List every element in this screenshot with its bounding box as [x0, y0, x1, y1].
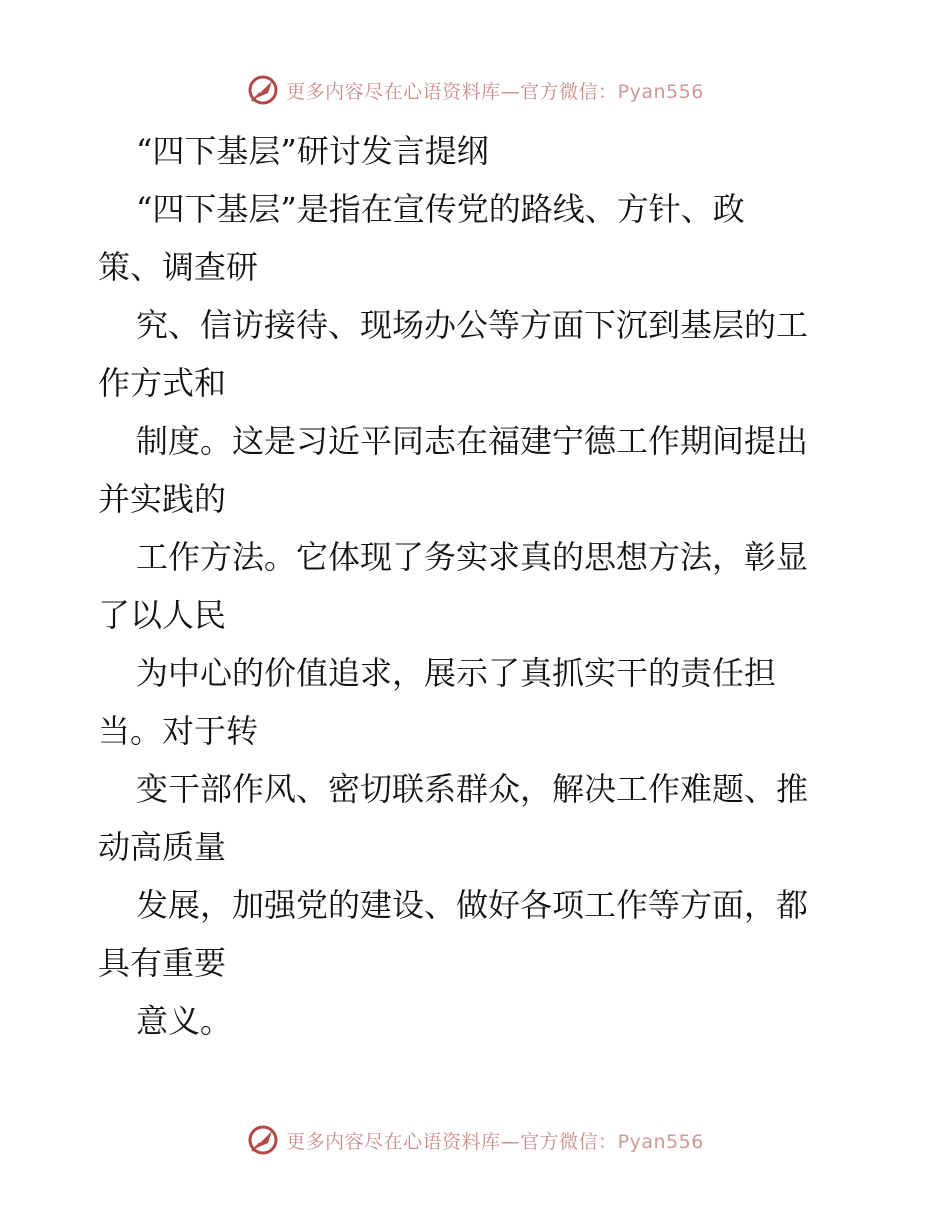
paragraph-line: 并实践的 — [98, 480, 227, 518]
quill-pen-logo-icon — [246, 1123, 280, 1157]
footer-watermark — [0, 1120, 950, 1160]
paragraph-line: 发展，加强党的建设、做好各项工作等方面，都 — [136, 886, 809, 924]
paragraph-line: 当。对于转 — [98, 712, 259, 750]
paragraph-line: 制度。这是习近平同志在福建宁德工作期间提出 — [136, 422, 809, 460]
paragraph-line: 工作方法。它体现了务实求真的思想方法，彰显 — [136, 538, 809, 576]
quill-pen-logo-icon — [246, 73, 280, 107]
watermark-text: 更多内容尽在心语资料库—官方微信：Pyan556 — [286, 80, 704, 103]
paragraph-line: 策、调查研 — [98, 248, 259, 286]
paragraph-line: 具有重要 — [98, 944, 227, 982]
paragraph-line: 究、信访接待、现场办公等方面下沉到基层的工 — [136, 306, 809, 344]
paragraph-line: 动高质量 — [98, 828, 227, 866]
paragraph-line: “四下基层”是指在宣传党的路线、方针、政 — [136, 190, 745, 228]
paragraph-line: 了以人民 — [98, 596, 227, 634]
paragraph-line: 意义。 — [136, 1002, 233, 1040]
document-title: “四下基层”研讨发言提纲 — [136, 132, 489, 170]
header-watermark — [0, 70, 950, 110]
watermark-text: 更多内容尽在心语资料库—官方微信：Pyan556 — [286, 1130, 704, 1153]
paragraph-line: 作方式和 — [98, 364, 227, 402]
paragraph-line: 为中心的价值追求，展示了真抓实干的责任担 — [136, 654, 777, 692]
paragraph-line: 变干部作风、密切联系群众，解决工作难题、推 — [136, 770, 809, 808]
document-body — [98, 122, 868, 1050]
